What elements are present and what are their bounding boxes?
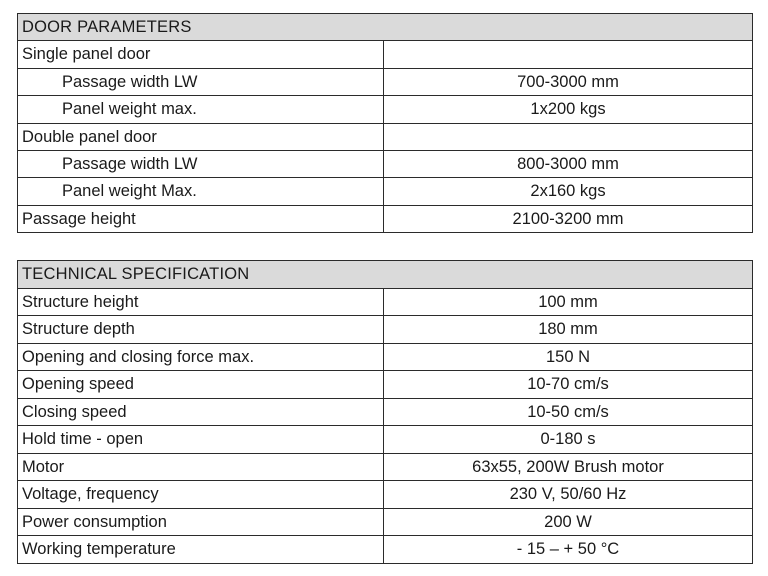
table-row	[18, 96, 753, 123]
row-value: - 15 – + 50 °C	[384, 536, 753, 564]
row-value: 2x160 kgs	[384, 178, 753, 205]
row-label: Single panel door	[18, 41, 384, 68]
table-row	[18, 68, 753, 95]
row-label: Power consumption	[18, 508, 384, 536]
row-label: Panel weight max.	[18, 96, 384, 123]
table-row	[18, 288, 753, 316]
row-value: 180 mm	[384, 316, 753, 344]
row-label: Voltage, frequency	[18, 481, 384, 509]
row-value: 150 N	[384, 343, 753, 371]
table-row	[18, 536, 753, 564]
table-row	[18, 371, 753, 399]
row-label: Opening speed	[18, 371, 384, 399]
table-row	[18, 123, 753, 150]
table-row	[18, 481, 753, 509]
row-value: 100 mm	[384, 288, 753, 316]
row-value: 10-50 cm/s	[384, 398, 753, 426]
row-label: Double panel door	[18, 123, 384, 150]
row-label: Hold time - open	[18, 426, 384, 454]
technical-specification-title: TECHNICAL SPECIFICATION	[18, 261, 753, 289]
row-value	[384, 123, 753, 150]
row-value	[384, 41, 753, 68]
row-label: Passage width LW	[18, 150, 384, 177]
row-label: Passage height	[18, 205, 384, 232]
table-row	[18, 205, 753, 232]
row-label: Panel weight Max.	[18, 178, 384, 205]
table-row	[18, 453, 753, 481]
table-row	[18, 508, 753, 536]
table-row	[18, 178, 753, 205]
row-value: 2100-3200 mm	[384, 205, 753, 232]
row-value: 700-3000 mm	[384, 68, 753, 95]
table-header-row	[18, 14, 753, 41]
table-row	[18, 316, 753, 344]
row-value: 0-180 s	[384, 426, 753, 454]
door-parameters-title: DOOR PARAMETERS	[18, 14, 753, 41]
row-label: Working temperature	[18, 536, 384, 564]
table-row	[18, 426, 753, 454]
row-value: 800-3000 mm	[384, 150, 753, 177]
table-row	[18, 398, 753, 426]
technical-specification-table	[17, 260, 753, 564]
row-label: Passage width LW	[18, 68, 384, 95]
table-header-row	[18, 261, 753, 289]
table-row	[18, 150, 753, 177]
table-row	[18, 343, 753, 371]
row-label: Structure height	[18, 288, 384, 316]
table-row	[18, 41, 753, 68]
row-value: 63x55, 200W Brush motor	[384, 453, 753, 481]
row-value: 200 W	[384, 508, 753, 536]
row-label: Opening and closing force max.	[18, 343, 384, 371]
row-value: 1x200 kgs	[384, 96, 753, 123]
row-value: 230 V, 50/60 Hz	[384, 481, 753, 509]
row-value: 10-70 cm/s	[384, 371, 753, 399]
row-label: Structure depth	[18, 316, 384, 344]
door-parameters-table	[17, 13, 753, 233]
row-label: Closing speed	[18, 398, 384, 426]
row-label: Motor	[18, 453, 384, 481]
